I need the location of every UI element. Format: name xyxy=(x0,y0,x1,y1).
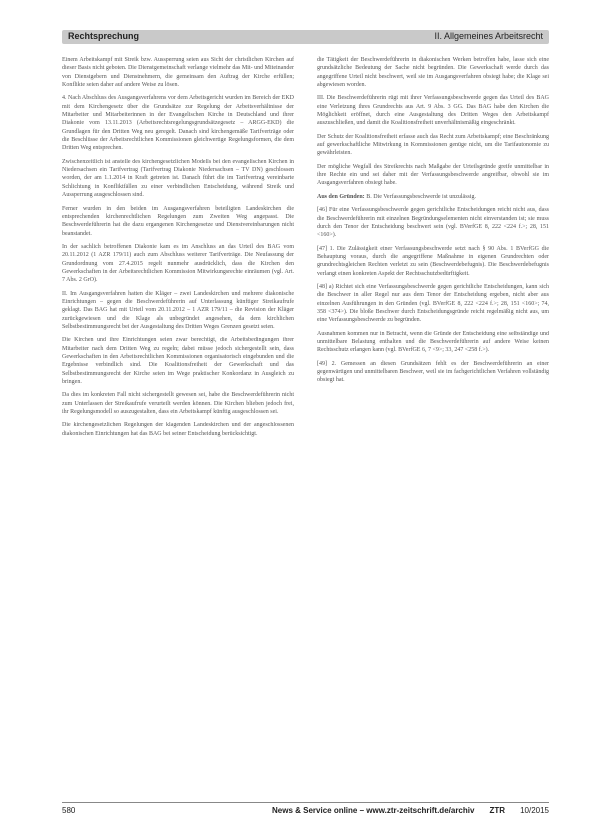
paragraph: III. Die Beschwerdeführerin rügt mit ihrer Verfassungsbeschwerde gegen das Urteil des BAG eine Verletzung ihres Grundrechts aus Art. 9 Abs. 3 GG. Das BAG habe den Kirchen die Möglichkeit eröffnet, durch eine Ausgestaltung des Dritten Weges den Arbeitskampf auszuschließen, und damit die Koalitionsfreiheit unverhältnismäßig eingeschränkt. xyxy=(317,95,549,127)
paragraph: Der mögliche Wegfall des Streikrechts nach Maßgabe der Urteilsgründe greife unmittelbar in ihre Rechte ein und sei daher mit der Verfassungsbeschwerde angreifbar, obwohl sie im Ausgangsverfahren obsiegt habe. xyxy=(317,163,549,187)
header-section: Rechtsprechung xyxy=(68,31,140,41)
journal-name: ZTR xyxy=(489,806,505,815)
paragraph: [47] 1. Die Zulässigkeit einer Verfassungsbeschwerde setzt nach § 90 Abs. 1 BVerfGG die Behauptung voraus, durch die angegriffene Maßnahme in eigenen Grundrechten oder grundrechtsgleichen Rechten verletzt zu sein (Beschwerdebefugnis). Die Beschwerdebefugnis verlangt einen konkreten Aspekt der Rechtsschutzbedürftigkeit. xyxy=(317,245,549,277)
paragraph: die Tätigkeit der Beschwerdeführerin in diakonischen Werken betroffen habe, lasse sich eine grundsätzliche Bedeutung der Sache nicht begründen. Die Gewerkschaft werde durch das angegriffene Urteil nicht beschwert, weil sie im Ausgangsverfahren obsiegt habe; die Klage sei abgewiesen worden. xyxy=(317,57,549,89)
paragraph: Der Schutz der Koalitionsfreiheit erfasse auch das Recht zum Arbeitskampf; eine Beschränkung auf gewerkschaftliche Mitwirkung in Kommissionen genüge nicht, um die Tarifautonomie zu gewährleisten. xyxy=(317,133,549,157)
left-column xyxy=(62,56,294,796)
header-topic: II. Allgemeines Arbeitsrecht xyxy=(434,31,543,41)
paragraph: Die Kirchen und ihre Einrichtungen seien zwar berechtigt, die Arbeitsbedingungen ihrer Mitarbeiter nach dem Dritten Weg zu regeln; dabei müsse jedoch sichergestellt sein, dass Gewerkschaften in den Arbeitsrechtlichen Kommissionen organisatorisch eingebunden und die Ergebnisse verbindlich sind. Die Koalitionsfreiheit der Gewerkschaft und das Selbstbestimmungsrecht der Kirche seien im Wege praktischer Konkordanz in Ausgleich zu bringen. xyxy=(62,337,294,386)
footer-link[interactable]: News & Service online – www.ztr-zeitschrift.de/archiv xyxy=(272,806,475,815)
paragraph: Ferner wurden in den beiden im Ausgangsverfahren beteiligten Landeskirchen die entsprechenden kirchenrechtlichen Regelungen zum Zweiten Weg angepasst. Die Beschwerdeführerin hat die dazu ergangenen Kirchengesetze und Dienstvereinbarungen nicht beanstandet. xyxy=(62,205,294,237)
paragraph: II. Im Ausgangsverfahren hatten die Kläger – zwei Landeskirchen und mehrere diakonische Einrichtungen – gegen die Beschwerdeführerin auf Unterlassung künftiger Streikaufrufe geklagt. Das BAG hat mit Urteil vom 20.11.2012 – 1 AZR 179/11 – die Revision der Kläger zurückgewiesen und die Klage als unbegründet angesehen, da dem kirchlichen Selbstbestimmungsrecht bei der Ausgestaltung des Dritten Weges Grenzen gesetzt seien. xyxy=(62,290,294,330)
page-number: 580 xyxy=(62,806,76,815)
paragraph: Zwischenzeitlich ist anstelle des kirchengesetzlichen Modells bei den evangelischen Kirchen in Niedersachsen ein Tarifvertrag (Tarifvertrag Diakonie Niedersachsen – TV DN) geschlossen worden, der am 1.1.2014 in Kraft getreten ist. Danach führt die im Tarifvertrag vereinbarte Schlichtung in Konfliktfällen zu einer verbindlichen Entscheidung, während Streik und Aussperrung ausgeschlossen sind. xyxy=(62,158,294,199)
paragraph: [49] 2. Gemessen an diesen Grundsätzen fehlt es der Beschwerdeführerin an einer gegenwärtigen und unmittelbaren Beschwer, weil sie im fachgerichtlichen Verfahren vollständig obsiegt hat. xyxy=(317,360,549,384)
paragraph: Die kirchengesetzlichen Regelungen der klagenden Landeskirchen und der angeschlossenen diakonischen Einrichtungen hat das BAG bei seiner Entscheidung berücksichtigt. xyxy=(62,422,294,437)
footer-rule xyxy=(62,802,549,803)
paragraph: Aus den Gründen: B. Die Verfassungsbeschwerde ist unzulässig. xyxy=(317,193,477,200)
article-body xyxy=(62,56,549,796)
paragraph: Da dies im konkreten Fall nicht sichergestellt gewesen sei, habe die Beschwerdeführerin nicht zum Unterlassen der Streikaufrufe verurteilt werden können. Die Kirchen blieben jedoch frei, ihr Regelungsmodell so auszugestalten, dass ein Arbeitskampf künftig ausgeschlossen sei. xyxy=(62,392,294,416)
paragraph: [46] Für eine Verfassungsbeschwerde gegen gerichtliche Entscheidungen reicht nicht aus, dass die Beschwerdeführerin mit einzelnen Begründungselementen nicht einverstanden ist; sie muss durch den Tenor der Entscheidung beschwert sein (vgl. BVerfGE 8, 222 <224 f.>; 28, 151 <160>). xyxy=(317,207,549,239)
paragraph: [48] a) Richtet sich eine Verfassungsbeschwerde gegen gerichtliche Entscheidungen, kann sich die Beschwer in aller Regel nur aus dem Tenor der Entscheidung ergeben, nicht aber aus einzelnen Ausführungen in den Gründen (vgl. BVerfGE 8, 222 <224 f.>; 28, 151 <160>; 74, 358 <374>). Die bloße Beschwer durch Entscheidungsgründe reicht regelmäßig nicht aus, um eine Verfassungsbeschwerde zu begründen. xyxy=(317,283,549,324)
paragraph: 4. Nach Abschluss des Ausgangsverfahrens vor dem Arbeitsgericht wurden im Bereich der EKD mit dem Kirchengesetz über die Grundsätze zur Regelung der Arbeitsverhältnisse der Mitarbeiter und Mitarbeiterinnen in der Evangelischen Kirche in Deutschland und ihrer Diakonie vom 13.11.2013 (Arbeitsrechtsregelungsgrundsätzegesetz – ARGG-EKD) die Grundlagen für den Dritten Weg neu geregelt. Danach sind kirchengemäße Tarifverträge oder die Beschlüsse der Arbeitsrechtlichen Kommissionen gleichwertige Regelungsformen, die dem Dritten Weg entsprechen. xyxy=(62,95,294,152)
paragraph: In der sachlich betroffenen Diakonie kam es im Anschluss an das Urteil des BAG vom 20.11.2012 (1 AZR 179/11) auch zum Abschluss weiterer Tarifverträge. Die Neufassung der Grundordnung vom 27.4.2015 regelt nunmehr ausdrücklich, dass die Kirchen den Gewerkschaften in der Arbeitsrechtlichen Kommission Mitwirkungsrechte einräumen (vgl. Art. 7 Abs. 2 GrO). xyxy=(62,243,294,284)
running-header xyxy=(62,30,549,44)
paragraph: Ausnahmen kommen nur in Betracht, wenn die Gründe der Entscheidung eine selbständige und unmittelbare Belastung enthalten und die Beschwerdeführerin auf andere Weise keinen Rechtsschutz erlangen kann (vgl. BVerfGE 6, 7 <9>; 33, 247 <258 f.>). xyxy=(317,330,549,354)
page-footer xyxy=(62,806,549,818)
issue-number: 10/2015 xyxy=(520,806,549,815)
right-column xyxy=(317,56,549,796)
paragraph-lead: Aus den Gründen: xyxy=(317,193,365,200)
paragraph: Einem Arbeitskampf mit Streik bzw. Aussperrung seien aus Sicht der christlichen Kirchen auf dieser Basis nicht geboten. Die Dienstgemeinschaft verlange vielmehr das Mit- und Miteinander von Dienstgebern und Dienstnehmern, die gemeinsam den Auftrag der Kirche erfüllen; Konflikte seien daher auf andere Weise zu lösen. xyxy=(62,57,294,89)
